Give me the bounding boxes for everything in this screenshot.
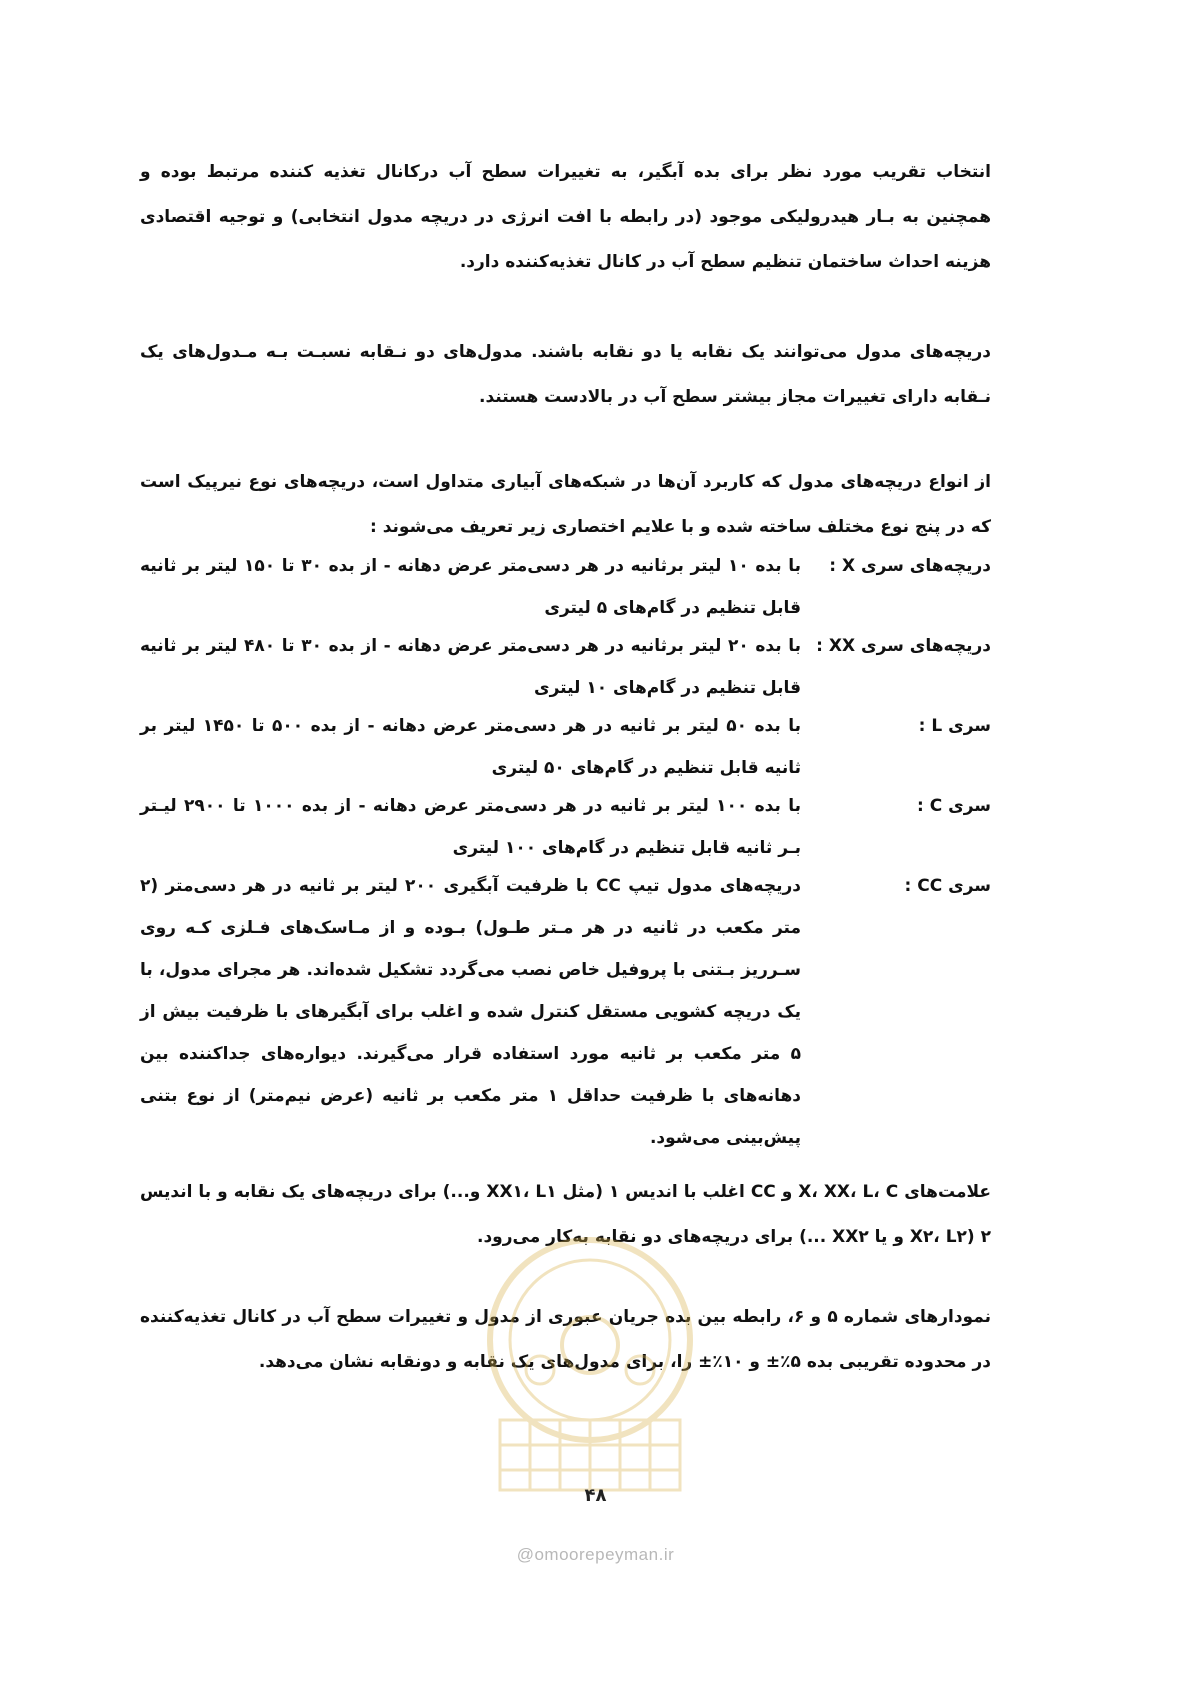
series-item-l xyxy=(140,705,991,785)
paragraph-1: انتخاب تقریب مورد نظر برای بده آبگیر، به تغییرات سطح آب درکانال تغذیه کننده مرتبط بوده و همچنین به بـار هیدرولیکی موجود (در رابطه با افت انرژی در دریچه مدول انتخابی) و توجیه اقتصادی هزینه احداث ساختمان تنظیم سطح آب در کانال تغذیه‌کننده دارد. xyxy=(140,162,991,272)
series-label: سری CC : xyxy=(904,876,991,896)
series-label: سری C : xyxy=(917,796,991,816)
paragraph-5: نمودارهای شماره ۵ و ۶، رابطه بین بده جریان عبوری از مدول و تغییرات سطح آب در کانال تغذیه‌کننده در محدوده تقریبی بده ۵٪± و ۱۰٪± را، برای مدول‌های یک نقابه و دونقابه نشان می‌دهد. xyxy=(140,1307,991,1372)
series-item-xx xyxy=(140,625,991,705)
series-description: با بده ۲۰ لیتر برثانیه در هر دسی‌متر عرض دهانه - از بده ۳۰ تا ۴۸۰ لیتر بر ثانیه قابل تنظیم در گام‌های ۱۰ لیتری xyxy=(140,636,802,698)
series-description: با بده ۵۰ لیتر بر ثانیه در هر دسی‌متر عرض دهانه - از بده ۵۰۰ تا ۱۴۵۰ لیتر بر ثانیه قابل تنظیم در گام‌های ۵۰ لیتری xyxy=(140,716,801,778)
series-label: سری L : xyxy=(918,716,991,736)
series-label: دریچه‌های سری X : xyxy=(829,556,991,576)
series-item-x xyxy=(140,545,991,625)
series-item-cc xyxy=(140,865,991,1159)
page-number: ۴۸ xyxy=(584,1485,607,1506)
paragraph-3: از انواع دریچه‌های مدول که کاربرد آن‌ها در شبکه‌های آبیاری متداول است، دریچه‌های نوع نیرپیک است که در پنج نوع مختلف ساخته شده و با علایم اختصاری زیر تعریف می‌شوند : xyxy=(140,472,991,537)
paragraph-2: دریچه‌های مدول می‌توانند یک نقابه یا دو نقابه باشند. مدول‌های دو نـقابه نسبـت بـه مـدول‌های یک نـقابه دارای تغییرات مجاز بیشتر سطح آب در بالادست هستند. xyxy=(140,342,991,407)
series-list xyxy=(140,545,991,1159)
series-description: با بده ۱۰۰ لیتر بر ثانیه در هر دسی‌متر عرض دهانه - از بده ۱۰۰۰ تا ۲۹۰۰ لیـتر بـر ثانیه قابل تنظیم در گام‌های ۱۰۰ لیتری xyxy=(140,796,802,858)
series-description: دریچه‌های مدول تیپ CC با ظرفیت آبگیری ۲۰۰ لیتر بر ثانیه در هر دسی‌متر (۲ متر مکعب در ثانیه در هر مـتر طـول) بـوده و از مـاسک‌های فـلزی کـه روی سـرریز بـتنی با پروفیل خاص نصب می‌گردد تشکیل شده‌اند. هر مجرای مدول، با یک دریچه کشویی مستقل کنترل شده و اغلب برای آبگیرهای با ظرفیت بیش از ۵ متر مکعب بر ثانیه مورد استفاده قرار می‌گیرند. دیواره‌های جداکننده بین دهانه‌های با ظرفیت حداقل ۱ متر مکعب بر ثانیه (عرض نیم‌متر) از نوع بتنی پیش‌بینی می‌شود. xyxy=(140,876,802,1148)
series-label: دریچه‌های سری XX : xyxy=(816,636,991,656)
paragraph-4: علامت‌های X، XX، L، C و CC اغلب با اندیس ۱ (مثل XX۱، L۱ و...) برای دریچه‌های یک نقابه و با اندیس ۲ (X۲، L۲ و یا XX۲ ...) برای دریچه‌های دو نقابه به‌کار می‌رود. xyxy=(140,1182,991,1247)
website-url: @omoorepeyman.ir xyxy=(516,1545,675,1564)
series-item-c xyxy=(140,785,991,865)
series-description: با بده ۱۰ لیتر برثانیه در هر دسی‌متر عرض دهانه - از بده ۳۰ تا ۱۵۰ لیتر بر ثانیه قابل تنظیم در گام‌های ۵ لیتری xyxy=(140,556,802,618)
